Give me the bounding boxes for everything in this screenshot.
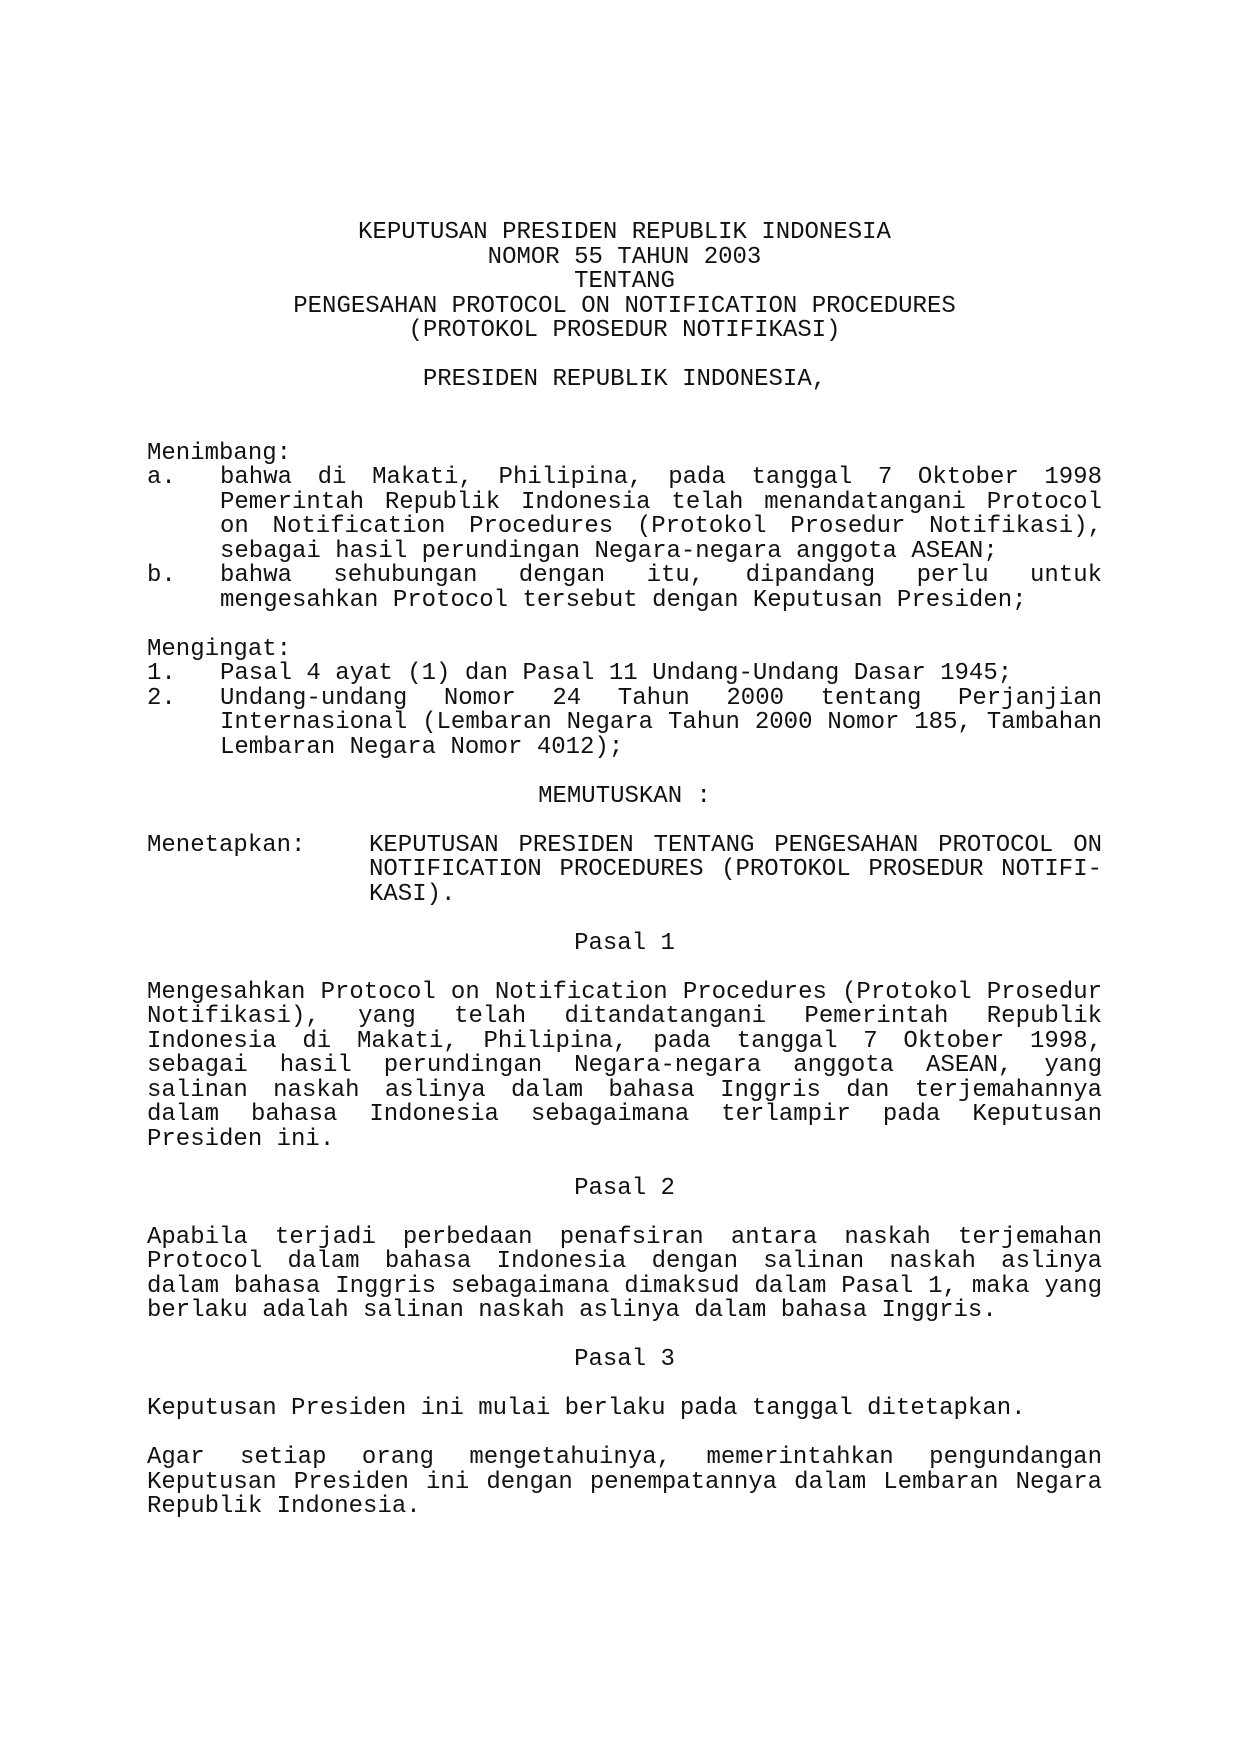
- text-line: Indonesia di Makati, Philipina, pada tanggal 7 Oktober 1998,: [147, 1027, 1102, 1055]
- text-line: Keputusan Presiden ini mulai berlaku pada tanggal ditetapkan.: [147, 1395, 1026, 1422]
- text-line: on Notification Procedures (Protokol Prosedur Notifikasi),: [220, 513, 1102, 540]
- text-line: berlaku adalah salinan naskah aslinya dalam bahasa Inggris.: [147, 1297, 997, 1324]
- memutuskan-heading: MEMUTUSKAN :: [538, 782, 711, 810]
- text-line: Pasal 4 ayat (1) dan Pasal 11 Undang-Undang Dasar 1945;: [220, 660, 1013, 687]
- text-line: dalam bahasa Indonesia sebagaimana terlampir pada Keputusan: [147, 1101, 1102, 1128]
- list-marker: 2.: [147, 684, 176, 712]
- list-marker: 1.: [147, 660, 176, 687]
- text-line: Protocol dalam bahasa Indonesia dengan salinan naskah aslinya: [147, 1248, 1102, 1275]
- text-line: KEPUTUSAN PRESIDEN TENTANG PENGESAHAN PROTOCOL ON: [369, 831, 1102, 859]
- document-title: [147, 221, 1102, 344]
- list-marker: a.: [147, 464, 176, 491]
- text-line: Presiden ini.: [147, 1125, 335, 1153]
- text-line: Mengesahkan Protocol on Notification Procedures (Protokol Prosedur: [147, 978, 1102, 1006]
- text-line: Apabila terjadi perbedaan penafsiran antara naskah terjemahan: [147, 1223, 1102, 1251]
- title-number: NOMOR 55 TAHUN 2003: [487, 243, 762, 271]
- text-line: KASI).: [369, 880, 456, 908]
- article-heading: Pasal 1: [574, 929, 675, 957]
- pasal-3: [147, 1348, 1102, 1422]
- mengingat-section: [147, 635, 1102, 761]
- section-label: Mengingat:: [147, 635, 292, 663]
- list-item: [147, 662, 1102, 687]
- text-line: Lembaran Negara Nomor 4012);: [220, 733, 624, 761]
- section-label: Menimbang:: [147, 439, 292, 467]
- title-subject-translation: (PROTOKOL PROSEDUR NOTIFIKASI): [408, 317, 841, 344]
- text-line: salinan naskah aslinya dalam bahasa Inggris dan terjemahannya: [147, 1076, 1102, 1104]
- document-page: [147, 221, 1102, 1520]
- text-line: Agar setiap orang mengetahuinya, memerintahkan pengundangan: [147, 1444, 1102, 1471]
- list-item: [147, 564, 1102, 613]
- text-line: NOTIFICATION PROCEDURES (PROTOKOL PROSEDUR NOTIFI-: [369, 856, 1102, 883]
- text-line: Undang-undang Nomor 24 Tahun 2000 tentang Perjanjian: [220, 684, 1102, 712]
- menetapkan-section: [147, 831, 1102, 908]
- text-line: bahwa di Makati, Philipina, pada tanggal 7 Oktober 1998: [220, 464, 1102, 491]
- text-line: Pemerintah Republik Indonesia telah menandatangani Protocol: [220, 488, 1102, 516]
- article-heading: Pasal 3: [574, 1346, 675, 1373]
- pasal-1: [147, 929, 1102, 1153]
- section-label: Menetapkan:: [147, 831, 306, 859]
- list-marker: b.: [147, 562, 176, 589]
- text-line: Keputusan Presiden ini dengan penempatannya dalam Lembaran Negara: [147, 1468, 1102, 1496]
- title-line: TENTANG: [574, 268, 675, 295]
- text-line: Notifikasi), yang telah ditandatangani Pemerintah Republik: [147, 1003, 1102, 1030]
- list-item: [147, 684, 1102, 761]
- title-subject: PENGESAHAN PROTOCOL ON NOTIFICATION PROCEDURES: [293, 292, 956, 320]
- list-item: [147, 466, 1102, 564]
- title-line: KEPUTUSAN PRESIDEN REPUBLIK INDONESIA: [358, 219, 891, 246]
- opening-line: PRESIDEN REPUBLIK INDONESIA,: [422, 366, 827, 393]
- text-line: sebagai hasil perundingan Negara-negara anggota ASEAN;: [220, 537, 998, 565]
- text-line: bahwa sehubungan dengan itu, dipandang perlu untuk: [220, 562, 1102, 589]
- pasal-2: [147, 1174, 1102, 1324]
- article-heading: Pasal 2: [574, 1174, 675, 1202]
- text-line: dalam bahasa Inggris sebagaimana dimaksud dalam Pasal 1, maka yang: [147, 1272, 1102, 1300]
- text-line: sebagai hasil perundingan Negara-negara anggota ASEAN, yang: [147, 1052, 1102, 1079]
- text-line: mengesahkan Protocol tersebut dengan Keputusan Presiden;: [220, 586, 1027, 614]
- closing-paragraph: [147, 1446, 1102, 1520]
- menimbang-section: [147, 439, 1102, 614]
- text-line: Republik Indonesia.: [147, 1493, 421, 1520]
- text-line: Internasional (Lembaran Negara Tahun 2000 Nomor 185, Tambahan: [220, 709, 1102, 736]
